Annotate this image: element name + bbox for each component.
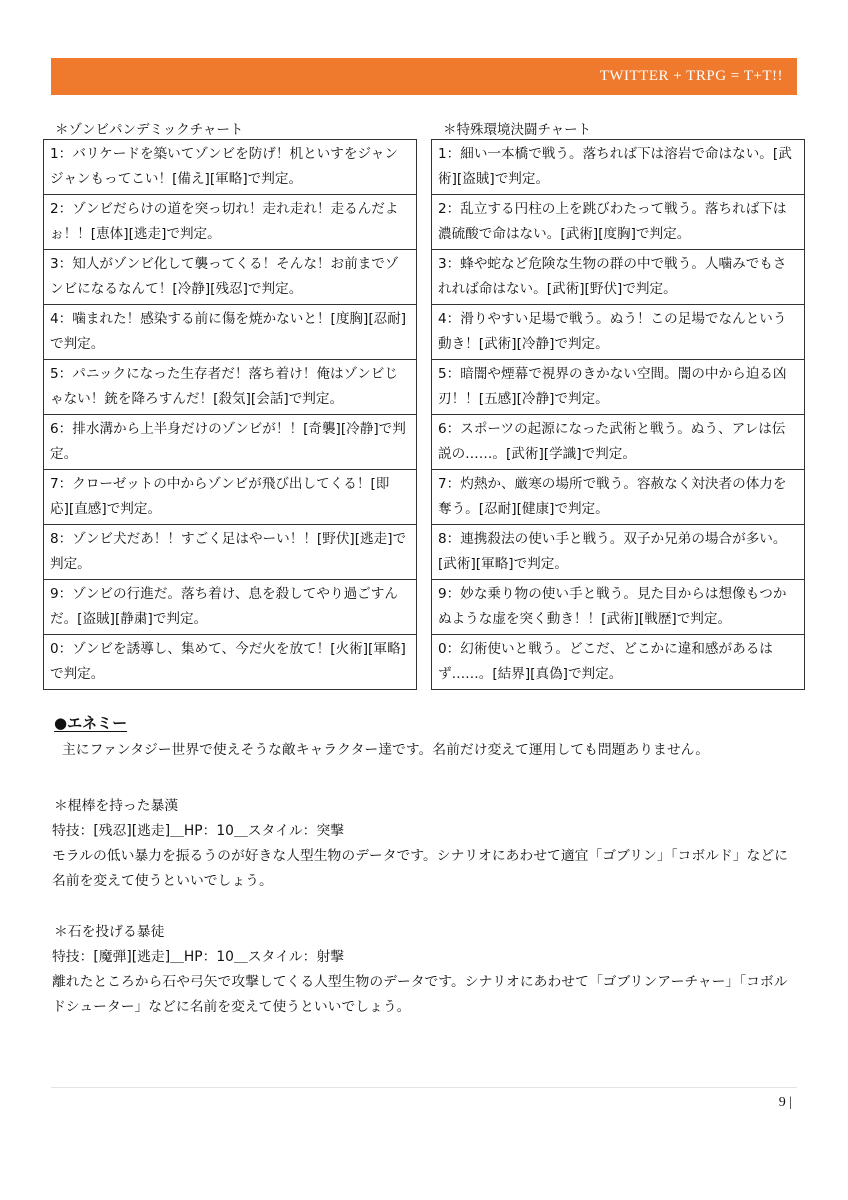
table-cell: 3：知人がゾンビ化して襲ってくる！そんな！お前までゾンビになるなんて！[冷静][残忍]で判定。 xyxy=(44,250,417,305)
enemy-intro: 主にファンタジー世界で使えそうな敵キャラクター達です。名前だけ変えて運用しても問題ありません。 xyxy=(62,742,710,758)
table-cell: 5：暗闇や煙幕で視界のきかない空間。闇の中から迫る凶刃！！[五感][冷静]で判定。 xyxy=(432,360,805,415)
enemy-stats: 特技：[魔弾][逃走]＿HP：10＿スタイル：射撃 xyxy=(52,949,345,965)
table-row xyxy=(432,250,805,305)
table-cell: 8：連携殺法の使い手と戦う。双子か兄弟の場合が多い。[武術][軍略]で判定。 xyxy=(432,525,805,580)
table-row xyxy=(44,360,417,415)
table-cell: 7：クローゼットの中からゾンビが飛び出してくる！[即応][直感]で判定。 xyxy=(44,470,417,525)
banner-title: TWITTER + TRPG = T+T!! xyxy=(599,68,783,84)
table-row xyxy=(44,580,417,635)
table-cell: 6：スポーツの起源になった武術と戦う。ぬう、アレは伝説の……。[武術][学識]で判定。 xyxy=(432,415,805,470)
table-row xyxy=(44,195,417,250)
table-row xyxy=(432,305,805,360)
header-banner xyxy=(51,58,797,95)
enemy-stats: 特技：[残忍][逃走]＿HP：10＿スタイル：突撃 xyxy=(52,823,345,839)
table-cell: 0：ゾンビを誘導し、集めて、今だ火を放て！[火術][軍略]で判定。 xyxy=(44,635,417,690)
table-cell: 2：ゾンビだらけの道を突っ切れ！走れ走れ！走るんだよぉ！！[恵体][逃走]で判定。 xyxy=(44,195,417,250)
enemy-description: 離れたところから石や弓矢で攻撃してくる人型生物のデータです。シナリオにあわせて「ゴブリンアーチャー」「コボルドシューター」などに名前を変えて使うといいでしょう。 xyxy=(52,974,788,1015)
zombie-chart-table xyxy=(43,139,417,690)
table-cell: 4：噛まれた！感染する前に傷を焼かないと！[度胸][忍耐]で判定。 xyxy=(44,305,417,360)
table-row xyxy=(432,635,805,690)
table-row xyxy=(44,635,417,690)
table-cell: 9：妙な乗り物の使い手と戦う。見た目からは想像もつかぬような虚を突く動き！！[武術][戦歴]で判定。 xyxy=(432,580,805,635)
enemy-name: ＊棍棒を持った暴漢 xyxy=(54,798,179,814)
table-cell: 0：幻術使いと戦う。どこだ、どこかに違和感があるはず……。[結界][真偽]で判定。 xyxy=(432,635,805,690)
table-row xyxy=(432,360,805,415)
table-row xyxy=(432,470,805,525)
footer-divider xyxy=(51,1087,797,1088)
table-row xyxy=(44,415,417,470)
duel-chart-table xyxy=(431,139,805,690)
table-cell: 8：ゾンビ犬だあ！！すごく足はやーい！！[野伏][逃走]で判定。 xyxy=(44,525,417,580)
table-cell: 9：ゾンビの行進だ。落ち着け、息を殺してやり過ごすんだ。[盗賊][静粛]で判定。 xyxy=(44,580,417,635)
table-row xyxy=(44,140,417,195)
table-cell: 4：滑りやすい足場で戦う。ぬう！この足場でなんという動き！[武術][冷静]で判定。 xyxy=(432,305,805,360)
page-number: 9 | xyxy=(778,1095,792,1110)
table-row xyxy=(432,580,805,635)
table-cell: 2：乱立する円柱の上を跳びわたって戦う。落ちれば下は濃硫酸で命はない。[武術][度胸]で判定。 xyxy=(432,195,805,250)
table-row xyxy=(44,250,417,305)
table-row xyxy=(432,195,805,250)
table-cell: 1：細い一本橋で戦う。落ちれば下は溶岩で命はない。[武術][盗賊]で判定。 xyxy=(432,140,805,195)
enemy-heading: ●エネミー xyxy=(54,714,128,732)
zombie-chart-title: ＊ゾンビパンデミックチャート xyxy=(55,122,244,138)
table-cell: 5：パニックになった生存者だ！落ち着け！俺はゾンビじゃない！銃を降ろすんだ！[殺気][会話]で判定。 xyxy=(44,360,417,415)
table-cell: 3：蜂や蛇など危険な生物の群の中で戦う。人噛みでもされれば命はない。[武術][野伏]で判定。 xyxy=(432,250,805,305)
table-row xyxy=(432,140,805,195)
table-row xyxy=(44,305,417,360)
table-cell: 7：灼熱か、厳寒の場所で戦う。容赦なく対決者の体力を奪う。[忍耐][健康]で判定。 xyxy=(432,470,805,525)
table-cell: 1：バリケードを築いてゾンビを防げ！机といすをジャンジャンもってこい！[備え][軍略]で判定。 xyxy=(44,140,417,195)
duel-chart-title: ＊特殊環境決闘チャート xyxy=(443,122,592,138)
table-row xyxy=(432,525,805,580)
enemy-name: ＊石を投げる暴徒 xyxy=(54,924,165,940)
enemy-description: モラルの低い暴力を振るうのが好きな人型生物のデータです。シナリオにあわせて適宜「ゴブリン」「コボルド」などに名前を変えて使うといいでしょう。 xyxy=(52,848,788,889)
table-row xyxy=(44,470,417,525)
table-cell: 6：排水溝から上半身だけのゾンビが！！[奇襲][冷静]で判定。 xyxy=(44,415,417,470)
table-row xyxy=(432,415,805,470)
table-row xyxy=(44,525,417,580)
